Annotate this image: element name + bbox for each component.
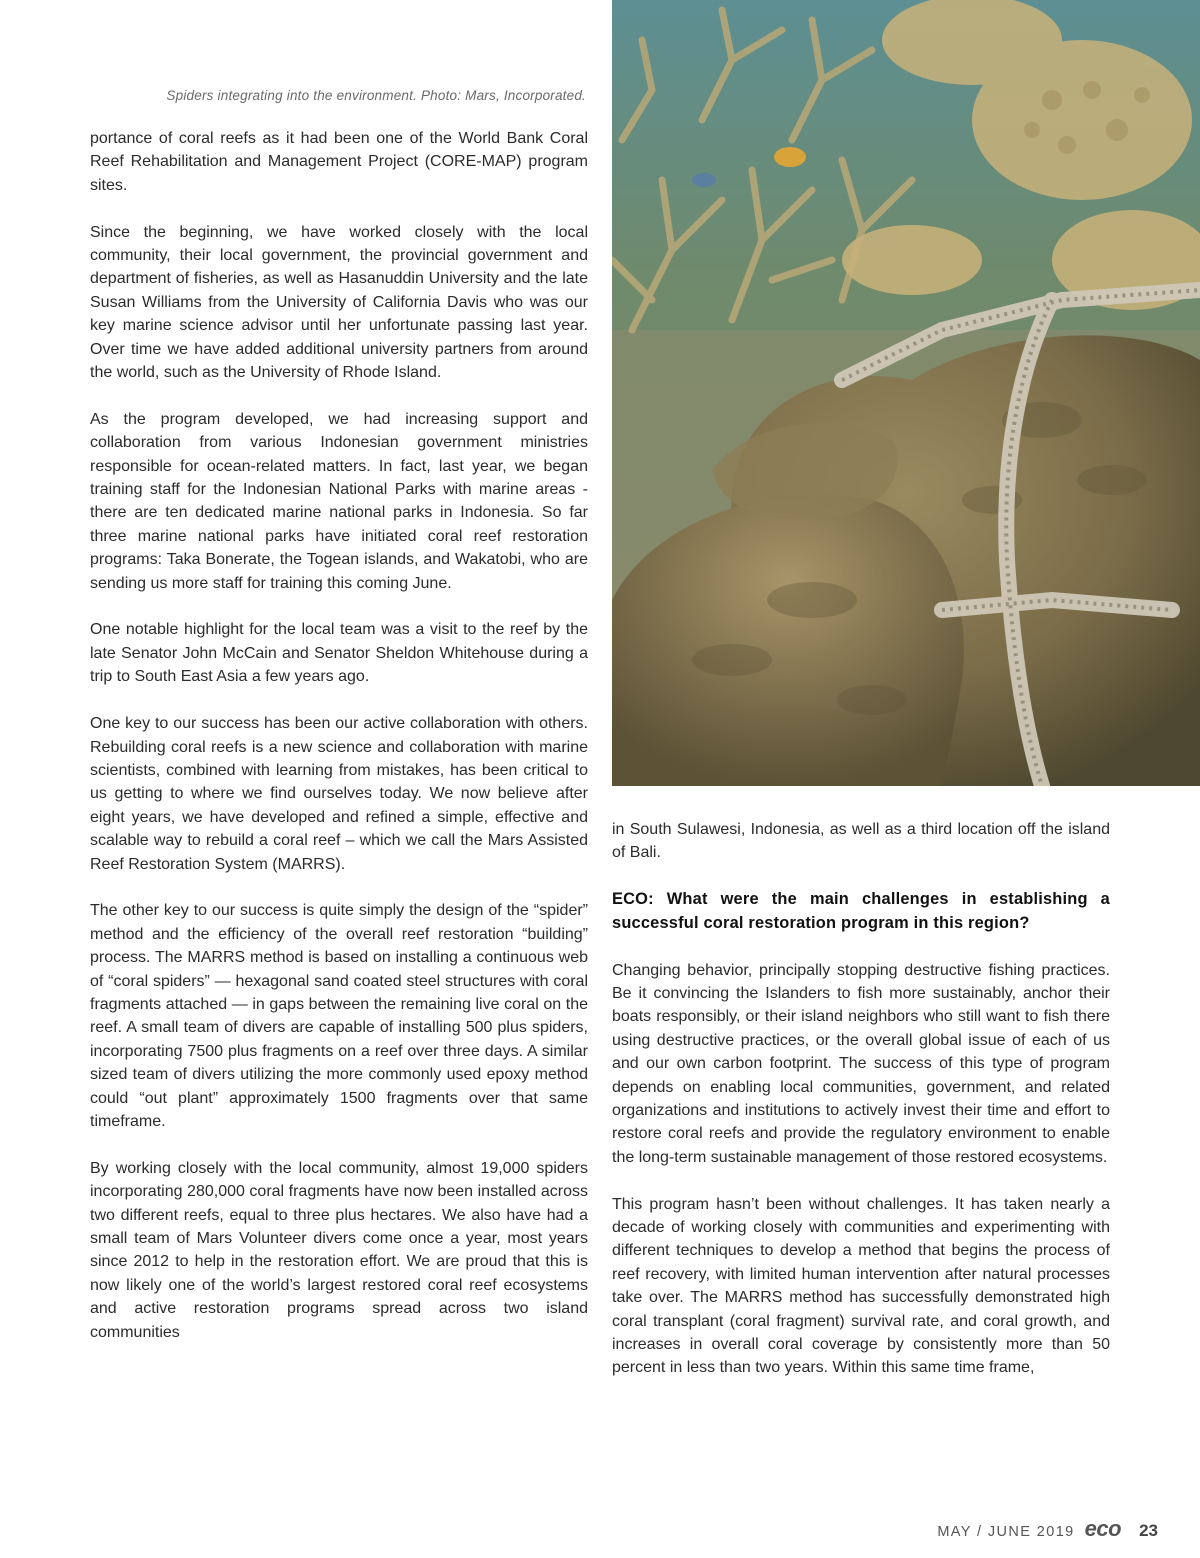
answer-paragraph: This program hasn’t been without challenges. It has taken nearly a decade of working closely with communities and experimenting with different techniques to develop a method that begins the process of reef recovery, with limited human intervention after natural processes take over. The MARRS method has successfully demonstrated high coral transplant (coral fragment) survival rate, and coral growth, and increases in overall coral coverage by consistently more than 50 percent in less than two years. Within this same time frame, [612,1195,1110,1377]
right-text-column [612,818,1110,1403]
magazine-logo: eco [1084,1516,1122,1541]
coral-reef-photo-icon [612,0,1200,786]
issue-date: MAY / JUNE 2019 [937,1524,1075,1540]
interview-question: ECO: What were the main challenges in establishing a successful coral restoration program in this region? [612,890,1110,932]
paragraph: By working closely with the local community, almost 19,000 spiders incorporating 280,000 coral fragments have now been installed across two different reefs, equal to three plus hectares. We also have had a small team of Mars Volunteer divers come once a year, most years since 2012 to help in the restoration effort. We are proud that this is now likely one of the world’s largest restored coral reef ecosystems and active restoration programs spread across two island communities [90,1159,588,1341]
paragraph-continuation: in South Sulawesi, Indonesia, as well as a third location off the island of Bali. [612,821,1110,862]
coral-reef-photo [612,0,1200,786]
paragraph: One notable highlight for the local team was a visit to the reef by the late Senator John McCain and Senator Sheldon Whitehouse during a trip to South East Asia a few years ago. [90,621,588,686]
paragraph: The other key to our success is quite simply the design of the “spider” method and the efficiency of the overall reef restoration “building” process. The MARRS method is based on installing a continuous web of “coral spiders” — hexagonal sand coated steel structures with coral fragments attached — in gaps between the remaining live coral on the reef. A small team of divers are capable of installing 500 plus spiders, incorporating 7500 plus fragments on a reef over three days. A similar sized team of divers utilizing the more commonly used epoxy method could “out plant” approximately 1500 fragments over that same timeframe. [90,902,588,1130]
page-footer [937,1516,1158,1540]
paragraph: One key to our success has been our active collaboration with others. Rebuilding coral reefs is a new science and collaboration with marine scientists, combined with learning from mistakes, has been critical to us getting to where we find ourselves today. We now believe after eight years, we have developed and refined a simple, effective and scalable way to rebuild a coral reef – which we call the Mars Assisted Reef Restoration System (MARRS). [90,715,588,873]
paragraph: portance of coral reefs as it had been one of the World Bank Coral Reef Rehabilitation and Management Project (CORE-MAP) program sites. [90,130,588,194]
photo-caption: Spiders integrating into the environment. Photo: Mars, Incorporated. [166,88,586,103]
left-text-column [90,127,588,1367]
answer-paragraph: Changing behavior, principally stopping destructive fishing practices. Be it convincing the Islanders to fish more sustainably, anchor their boats responsibly, or their island neighbors who still want to fish there using destructive practices, or the overall global issue of each of us and our own carbon footprint. The success of this type of program depends on enabling local communities, government, and related organizations and institutions to actively invest their time and effort to restore coral reefs and provide the regulatory environment to enable the long-term sustainable management of those restored ecosystems. [612,961,1110,1166]
paragraph: As the program developed, we had increasing support and collaboration from various Indonesian government ministries responsible for ocean-related matters. In fact, last year, we began training staff for the Indonesian National Parks with marine areas - there are ten dedicated marine national parks in Indonesia. So far three marine national parks have initiated coral reef restoration programs: Taka Bonerate, the Togean islands, and Wakatobi, who are sending us more staff for training this coming June. [90,410,588,592]
page-number: 23 [1139,1521,1158,1540]
paragraph: Since the beginning, we have worked closely with the local community, their local government, the provincial government and department of fisheries, as well as Hasanuddin University and the late Susan Williams from the University of California Davis who was our key marine science advisor until her unfortunate passing last year. Over time we have added additional university partners from around the world, such as the University of Rhode Island. [90,223,588,382]
